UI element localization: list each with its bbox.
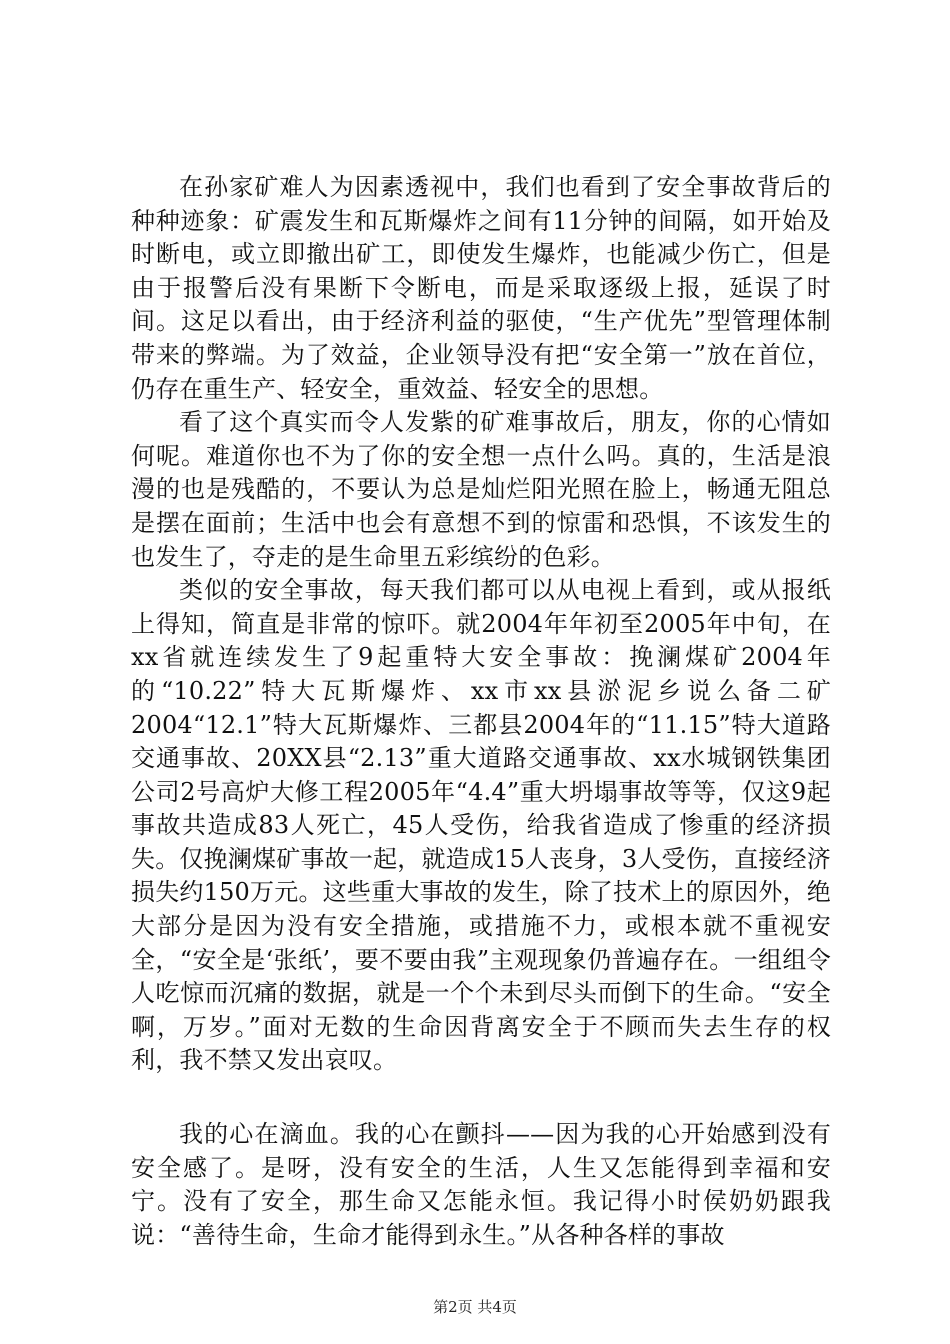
paragraph-4: 我的心在滴血。我的心在颤抖——因为我的心开始感到没有安全感了。是呀，没有安全的生活，人生又怎能得到幸福和安宁。没有了安全，那生命又怎能永恒。我记得小时侯奶奶跟我说：“善待生命，生命才能得到永生。”从各种各样的事故 bbox=[131, 1120, 831, 1249]
paragraph-spacer bbox=[131, 1078, 831, 1118]
paragraph-3: 类似的安全事故，每天我们都可以从电视上看到，或从报纸上得知，简直是非常的惊吓。就2004年年初至2005年中旬，在xx省就连续发生了9起重特大安全事故：挽澜煤矿2004年的“10.22”特大瓦斯爆炸、xx市xx县淤泥乡说么备二矿2004“12.1”特大瓦斯爆炸、三都县2004年的“11.15”特大道路交通事故、20XX县“2.13”重大道路交通事故、xx水城钢铁集团公司2号高炉大修工程2005年“4.4”重大坍塌事故等等，仅这9起事故共造成83人死亡，45人受伤，给我省造成了惨重的经济损失。仅挽澜煤矿事故一起，就造成15人丧身，3人受伤，直接经济损失约150万元。这些重大事故的发生，除了技术上的原因外，绝大部分是因为没有安全措施，或措施不力，或根本就不重视安全，“安全是‘张纸’，要不要由我”主观现象仍普遍存在。一组组令人吃惊而沉痛的数据，就是一个个未到尽头而倒下的生命。“安全啊，万岁。”面对无数的生命因背离安全于不顾而失去生存的权利，我不禁又发出哀叹。 bbox=[131, 576, 831, 1075]
paragraph-2: 看了这个真实而令人发紫的矿难事故后，朋友，你的心情如何呢。难道你也不为了你的安全想一点什么吗。真的，生活是浪漫的也是残酷的，不要认为总是灿烂阳光照在脸上，畅通无阻总是摆在面前；生活中也会有意想不到的惊雷和恐惧，不该发生的也发生了，夺走的是生命里五彩缤纷的色彩。 bbox=[131, 408, 831, 571]
document-body bbox=[131, 171, 831, 1252]
paragraph-1: 在孙家矿难人为因素透视中，我们也看到了安全事故背后的种种迹象：矿震发生和瓦斯爆炸之间有11分钟的间隔，如开始及时断电，或立即撤出矿工，即使发生爆炸，也能减少伤亡，但是由于报警后没有果断下令断电，而是采取逐级上报，延误了时间。这足以看出，由于经济利益的驱使，“生产优先”型管理体制带来的弊端。为了效益，企业领导没有把“安全第一”放在首位，仍存在重生产、轻安全，重效益、轻安全的思想。 bbox=[131, 173, 831, 403]
page-number-footer: 第2页 共4页 bbox=[433, 1298, 517, 1316]
